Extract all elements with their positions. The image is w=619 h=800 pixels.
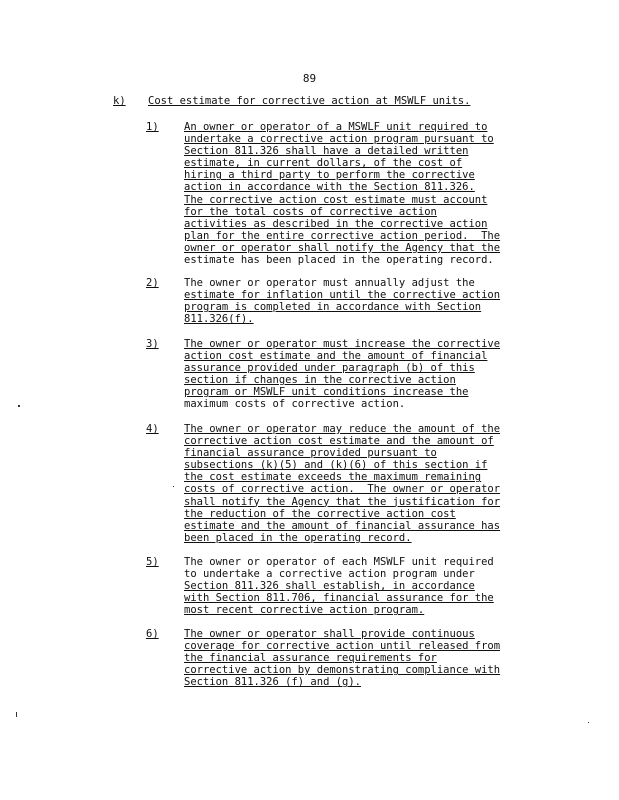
text-line: costs of corrective action. The owner or operator — [184, 483, 501, 496]
item-text — [184, 121, 554, 266]
text-line: The owner or operator shall provide continuous — [184, 628, 475, 640]
page-number: 89 — [302, 72, 317, 85]
text-line: shall notify the Agency that the justification for — [184, 495, 501, 508]
text-line: undertake a corrective action program pursuant to — [184, 133, 494, 146]
text-line: the reduction of the corrective action cost — [184, 507, 456, 520]
item-number: 1) — [146, 121, 159, 133]
text-line: program is completed in accordance with Section — [184, 301, 482, 314]
text-line: the financial assurance requirements for — [184, 652, 437, 665]
text-line: subsections (k)(5) and (k)(6) of this section if — [184, 459, 488, 472]
text-line: action cost estimate and the amount of financial — [184, 350, 488, 363]
section-k-heading — [113, 95, 553, 107]
text-line: hiring a third party to perform the corrective — [184, 169, 475, 182]
text-line: Section 811.326 (f) and (g). — [184, 676, 362, 689]
text-line: owner or operator shall notify the Agency that the — [184, 241, 501, 254]
text-line: corrective action by demonstrating compliance with — [184, 664, 501, 677]
text-line: Section 811.326 shall establish, in accordance — [184, 580, 475, 593]
text-line: corrective action cost estimate and the amount of — [184, 435, 494, 448]
section-letter: k) — [113, 95, 126, 107]
item-text — [184, 628, 554, 688]
item-text — [184, 423, 554, 544]
section-title: Cost estimate for corrective action at MSWLF units. — [148, 95, 471, 107]
scan-speck — [173, 486, 174, 487]
text-line: estimate and the amount of financial assurance has — [184, 519, 501, 532]
list-item-2 — [146, 277, 554, 325]
text-line: for the total costs of corrective action — [184, 205, 437, 218]
text-line: the cost estimate exceeds the maximum remaining — [184, 471, 482, 484]
text-line: estimate has been placed in the operating record. — [184, 254, 494, 267]
list-item-6 — [146, 628, 554, 688]
text-line: assurance provided under paragraph (b) of this — [184, 362, 475, 375]
text-line: The corrective action cost estimate must account — [184, 193, 488, 206]
list-item-5 — [146, 556, 554, 616]
list-item-1 — [146, 121, 554, 266]
text-line: The owner or operator may reduce the amount of the — [184, 423, 501, 435]
scan-speck — [18, 405, 20, 407]
list-item-4 — [146, 423, 554, 544]
item-number: 4) — [146, 423, 159, 435]
scan-speck — [16, 712, 17, 717]
text-line: maximum costs of corrective action. — [184, 398, 406, 411]
text-line: The owner or operator must annually adjust the — [184, 277, 475, 289]
text-line: section if changes in the corrective action — [184, 374, 456, 387]
text-line: action in accordance with the Section 811.326. — [184, 181, 475, 194]
text-line: financial assurance provided pursuant to — [184, 447, 437, 460]
text-line: program or MSWLF unit conditions increase the — [184, 386, 469, 399]
text-line: plan for the entire corrective action period. The — [184, 229, 501, 242]
text-line: An owner or operator of a MSWLF unit required to — [184, 121, 488, 133]
text-line: been placed in the operating record. — [184, 531, 412, 544]
text-line: activities as described in the corrective action — [184, 217, 488, 230]
text-line: Section 811.326 shall have a detailed written — [184, 145, 469, 158]
text-line: The owner or operator must increase the corrective — [184, 338, 501, 350]
item-number: 2) — [146, 277, 159, 289]
text-line: 811.326(f). — [184, 313, 254, 326]
text-line: with Section 811.706, financial assurance for the — [184, 592, 494, 605]
text-line: to undertake a corrective action program under — [184, 568, 475, 581]
item-number: 3) — [146, 338, 159, 350]
item-text — [184, 556, 554, 616]
list-item-3 — [146, 338, 554, 411]
text-line: The owner or operator of each MSWLF unit required — [184, 556, 494, 568]
item-number: 6) — [146, 628, 159, 640]
text-line: most recent corrective action program. — [184, 604, 425, 617]
item-text — [184, 277, 554, 325]
scan-speck — [588, 722, 589, 723]
item-text — [184, 338, 554, 411]
text-line: estimate, in current dollars, of the cost of — [184, 157, 463, 170]
item-number: 5) — [146, 556, 159, 568]
text-line: estimate for inflation until the corrective action — [184, 289, 501, 302]
text-line: coverage for corrective action until released from — [184, 640, 501, 653]
